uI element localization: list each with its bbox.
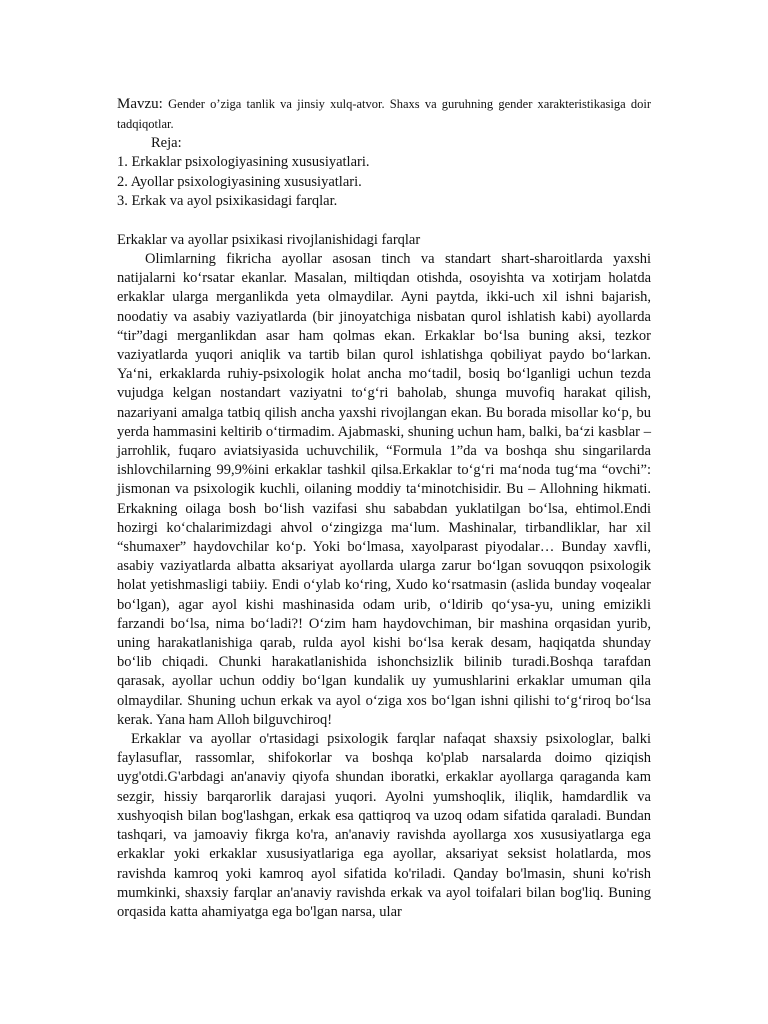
body-paragraph-2: Erkaklar va ayollar o'rtasidagi psixologik farqlar nafaqat shaxsiy psixologlar, balki faylasuflar, rassomlar, shifokorlar va boshqa ko'plab narsalarda doimo qiziqish uyg'otdi.G'arbdagi an'anaviy qiyofa shundan iboratki, erkaklar ayollarga qaraganda kam sezgir, hissiy barqarorlik darajasi yuqori. Ayolni yumshoqlik, iliqlik, hamdardlik va xushyoqish bilan bog'lashgan, erkak esa qattiqroq va uzoq odam sifatida qaraladi. Bundan tashqari, va jamoaviy fikrga ko'ra, an'anaviy ravishda ayollarga xos xususiyatlarga ega erkaklar yoki erkaklar xususiyatlariga ega ayollar, aksariyat seksist holatlarda, mos ravishda kamroq yoki kamroq ayol sifatida ko'riladi. Qanday bo'lmasin, shuni ko'rish mumkinki, shaxsiy farqlar an'anaviy ravishda erkak va ayol toifalari bilan bog'liq. Buning orqasida katta ahamiyatga ega bo'lgan narsa, ular xyxy=(117,731,651,920)
plan-item-3: 3. Erkak va ayol psixikasidagi farqlar. xyxy=(117,193,338,209)
plan-title: Reja: xyxy=(151,135,182,151)
blank-line xyxy=(117,212,651,231)
topic-line xyxy=(117,94,651,134)
document-page xyxy=(117,94,651,922)
plan-item-1: 1. Erkaklar psixologiyasining xususiyatlari. xyxy=(117,154,370,170)
body-paragraph-1: Olimlarning fikricha ayollar asosan tinch va standart shart-sharoitlarda yaxshi natijalarni ko‘rsatar ekanlar. Masalan, miltiqdan otishda, osoyishta va xotirjam holatda erkaklar ularga merganlikda yeta olmaydilar. Ayni paytda, ikki-uch xil ishni bajarish, noodatiy va asabiy vaziyatlarda (bir jinoyatchiga nisbatan qurol ishlatish kabi) ayollarda “tir”dagi merganlikdan asar ham qolmas ekan. Erkaklar bo‘lsa buning aksi, tezkor vaziyatlarda yuqori aniqlik va tartib bilan qurol ishlatishga qobiliyat paydo bo‘larkan. Ya‘ni, erkaklarda ruhiy-psixologik holat ancha mo‘tadil, bosiq bo‘lganligi uchun tezda vujudga kelgan nostandart vaziyatni to‘g‘ri baholab, shunga muvofiq harakat qilish, nazariyani amalga tatbiq qilish ancha yaxshi rivojlangan ekan. Bu borada misollar ko‘p, bu yerda hammasini keltirib o‘tirmadim. Ajabmaski, shuning uchun ham, balki, ba‘zi kasblar – jarrohlik, fuqaro aviatsiyasida uchuvchilik, “Formula 1”da va boshqa shu singarilarda ishlovchilarning 99,9%ini erkaklar tashkil qilsa.Erkaklar to‘g‘ri ma‘noda tug‘ma “ovchi”: jismonan va psixologik kuchli, oilaning moddiy ta‘minotchisidir. Bu – Allohning hikmati. Erkakning oilaga bosh bo‘lish vazifasi shu sababdan yuklatilgan bo‘lsa, ehtimol.Endi hozirgi ko‘chalarimizdagi ahvol o‘zingizga ma‘lum. Mashinalar, tirbandliklar, har xil “shumaxer” haydovchilar ko‘p. Yoki bo‘lmasa, xayolparast piyodalar… Bunday xavfli, asabiy vaziyatlarda albatta aksariyat ayollarda ularga zarur bo‘lgan sovuqqon psixologik holat yetishmasligi tabiiy. Endi o‘ylab ko‘ring, Xudo ko‘rsatmasin (aslida bunday voqealar bo‘lgan), agar ayol kishi mashinasida odam urib, o‘ldirib qo‘ysa-yu, uning emizikli farzandi bo‘lsa, nima bo‘ladi?! O‘zim ham haydovchiman, bir mashina orqasidan yurib, uning harakatlanishiga qarab, rulda ayol kishi bo‘lsa kerak desam, haqiqatda shunday bo‘lib chiqadi. Chunki harakatlanishida ishonchsizlik bilinib turadi.Boshqa tarafdan qarasak, ayollar uchun oddiy bo‘lgan kundalik uy yumushlarini erkaklar umuman qila olmaydilar. Shuning uchun erkak va ayol o‘ziga xos bo‘lgan ishni qilishi to‘g‘riroq bo‘lsa kerak. Yana ham Alloh bilguvchiroq! xyxy=(117,251,651,728)
plan-item-2: 2. Ayollar psixologiyasining xususiyatlari. xyxy=(117,173,362,190)
topic-text: Gender o’ziga tanlik va jinsiy xulq-atvor. Shaxs va guruhning gender xarakteristikasiga doir tadqiqotlar. xyxy=(117,97,652,131)
topic-label: Mavzu: xyxy=(117,96,163,112)
section-title: Erkaklar va ayollar psixikasi rivojlanishidagi farqlar xyxy=(117,231,421,248)
